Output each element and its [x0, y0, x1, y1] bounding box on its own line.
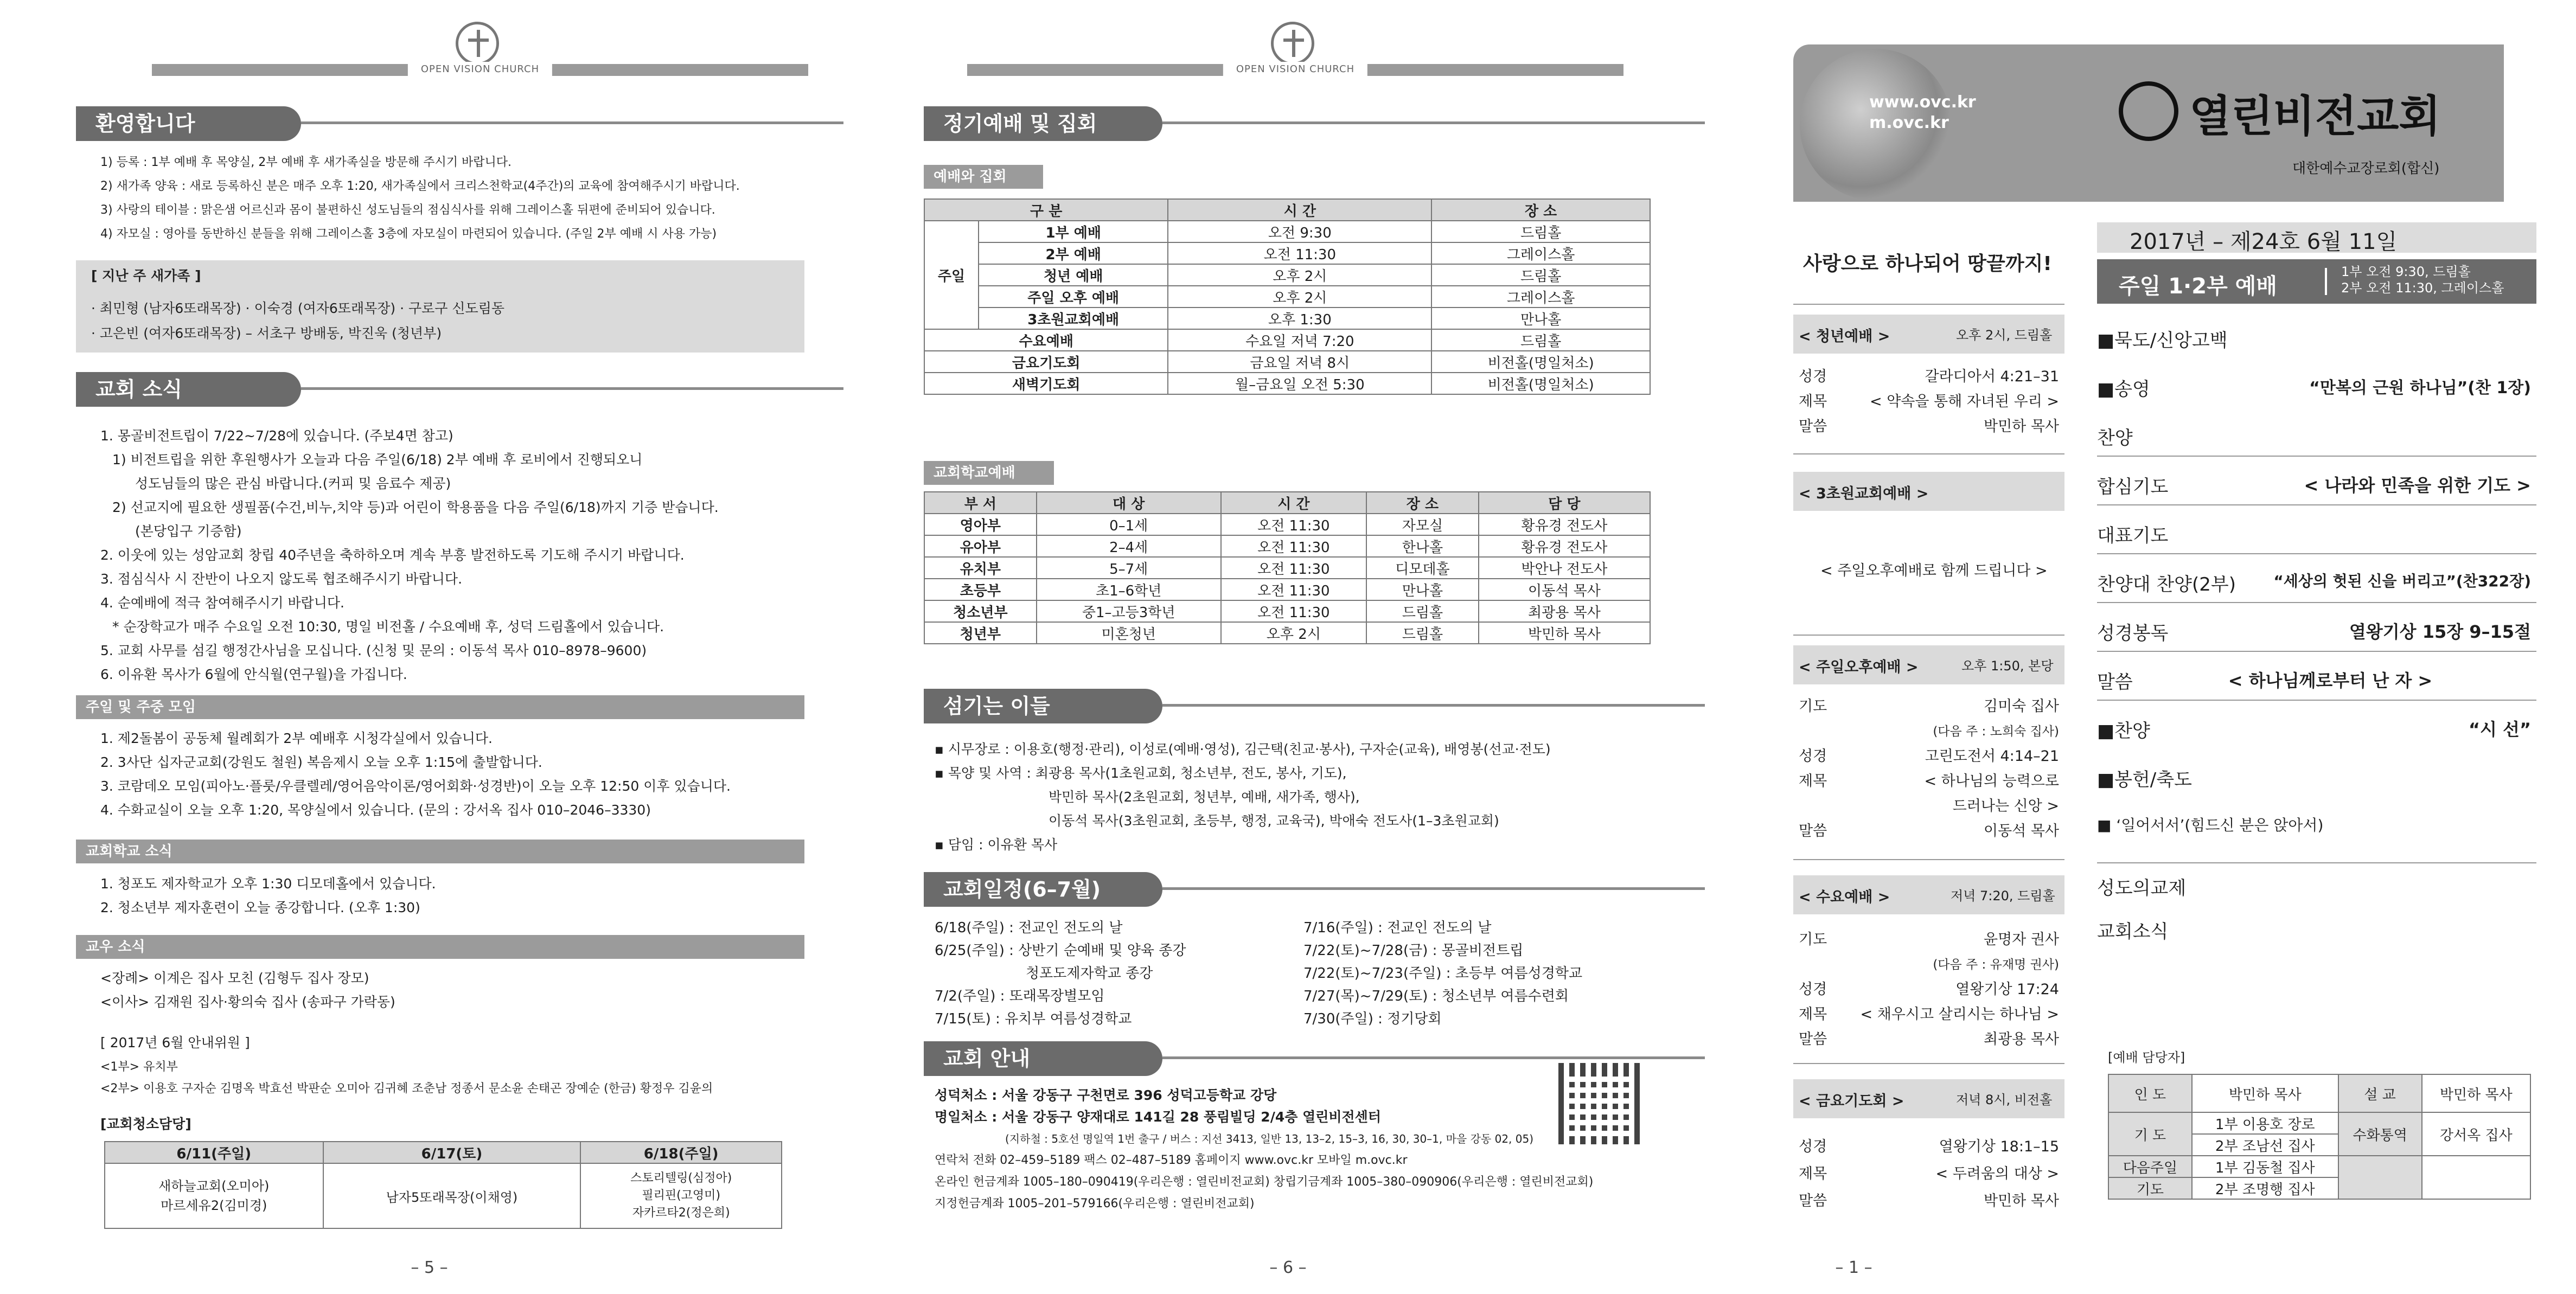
- duty-table: 인 도 박민하 목사 설 교 박민하 목사 기 도 1부 이용호 장로 수화통역 강서옥 집사 2부 조남선 집사 다음주일 1부 김동철 집사 기도 2부 조명행 집사: [2108, 1074, 2531, 1200]
- page-number: – 5 –: [411, 1258, 448, 1277]
- usher-list: <1부> 유치부 <2부> 이용호 구자순 김명옥 박효선 박판순 오미아 김귀혜 조춘남 정종서 문소윤 손태곤 장예순 (한금) 황정우 김윤의: [100, 1060, 713, 1096]
- page-number: – 1 –: [1835, 1258, 1872, 1277]
- service-times: 1부 오전 9:30, 드림홀 2부 오전 11:30, 그레이스홀: [2341, 264, 2504, 296]
- website-url[interactable]: www.ovc.kr m.ovc.kr: [1869, 93, 1976, 132]
- school-title: 교회학교 소식: [76, 840, 804, 863]
- schedule-right: 7/16(주일) : 전교인 전도의 날 7/22(토)~7/28(금) : 몽골비전트립 7/22(토)~7/23(주일) : 초등부 여름성경학교 7/27(목)~7/29(토) : 청소년부 여름수련회 7/30(주일) : 정기당회: [1303, 920, 1583, 1027]
- worship-table: 구 분 시 간 장 소 주일 1부 예배 오전 9:30 드림홀 2부 예배 오전 11:30 그레이스홀 청년 예배 오후 2시 드림홀 주일 오후 예배 오후 2시 그레이스홀 3초원교회예배 오후 1:30 만나홀 수요예배 수요일 저녁 7:20 드림홀 금요기도회 금요일 저녁 8시 비전홀(명일처소) 새벽기도회 월–금요일 오전 5:30 비전홀(명일처소): [924, 198, 1651, 395]
- schedule-title: 교회일정(6–7월): [924, 872, 1162, 907]
- motto: 사랑으로 하나되어 땅끝까지!: [1803, 253, 2052, 275]
- denomination: 대한예수교장로회(합신): [2292, 161, 2440, 177]
- header-tagline: OPEN VISION CHURCH: [408, 62, 552, 76]
- page-5: [0, 0, 859, 1294]
- church-school-title: 교회학교예배: [924, 461, 1054, 485]
- info-title: 교회 안내: [924, 1041, 1162, 1076]
- page-header: [152, 22, 808, 76]
- worship-title: 정기예배 및 집회: [924, 106, 1162, 141]
- church-cross-icon: [456, 22, 499, 65]
- page-number: – 6 –: [1269, 1258, 1307, 1277]
- third-note: < 주일오후예배로 함께 드립니다 >: [1820, 562, 2048, 579]
- schedule-left: 6/18(주일) : 전교인 전도의 날 6/25(주일) : 상반기 순예배 및 양육 종강 청포도제자학교 종강 7/2(주일) : 또래목장별모임 7/15(토) : 유치부 여름성경학교: [935, 920, 1186, 1027]
- clean-title: [교회청소담당]: [100, 1116, 191, 1132]
- news-title: 교회 소식: [76, 372, 301, 407]
- duty-title: [예배 담당자]: [2108, 1050, 2185, 1065]
- wed-details: 윤명자 권사 (다음 주 : 유재명 권사) 열왕기상 17:24 < 채우시고 살리시는 하나님 > 최광용 목사: [1860, 931, 2059, 1048]
- welcome-list: 1) 등록 : 1부 예배 후 목양실, 2부 예배 후 새가족실을 방문해 주시기 바랍니다. 2) 새가족 양육 : 새로 등록하신 분은 매주 오후 1:20, 새가족실에서 크리스천학교(4주간)의 교육에 참여해주시기 바랍니다. 3) 사랑의 테이블 : 맑은샘 어르신과 몸이 불편하신 성도님들의 점심식사를 위해 그레이스홀 뒤편에 준비되어 있습니다. 4) 자모실 : 영아를 동반하신 분들을 위해 그레이스홀 3층에 자모실이 마련되어 있습니다. (주일 2부 예배 시 사용 가능): [100, 156, 740, 241]
- serve-title: 섬기는 이들: [924, 689, 1162, 723]
- newfamily-title: [ 지난 주 새가족 ]: [91, 268, 201, 284]
- church-school-table: 부 서 대 상 시 간 장 소 담 당 영아부 0–1세 오전 11:30 자모실 황유경 전도사 유아부 2–4세 오전 11:30 한나홀 황유경 전도사 유치부 5–7세 오전 11:30 디모데홀 박안나 전도사 초등부 초1–6학년 오전 11:30 만나홀 이동석 목사 청소년부 중1–고등3학년 오전 11:30 드림홀 최광용 목사 청년부 미혼청년 오후 2시 드림홀 박민하 목사: [924, 491, 1651, 644]
- member-list: <장례> 이계은 집사 모친 (김형두 집사 장모) <이사> 김재원 집사·황의숙 집사 (송파구 가락동): [100, 970, 395, 1010]
- info-list: 성덕처소 : 서울 강동구 구천면로 396 성덕고등학교 강당 명일처소 : 서울 강동구 양재대로 141길 28 풍림빌딩 2/4층 열린비전센터 (지하철 : 5호선 명일역 1번 출구 / 버스 : 지선 3413, 일반 13, 13–2, 15–3, 16, 30, 30–1, 마을 강동 02, 05) 연락처 전화 02–459–5189 팩스 02–487–5189 홈페이지 www.ovc.kr 모바일 m.ovc.kr 온라인 헌금계좌 1005–180–090419(우리은행 : 열린비전교회) 창립기금계좌 1005–380–090906(우리은행 : 열린비전교회) 지정헌금계좌 1005–201–579166(우리은행 : 열린비전교회): [935, 1087, 1594, 1210]
- clean-table: 6/11(주일) 6/17(토) 6/18(주일) 새하늘교회(오미아) 마르세유2(김미경) 남자5또래목장(이채영) 스토리텔링(심정아) 필리핀(고영미) 자카르타2(정은희): [104, 1141, 782, 1229]
- page-header: [967, 22, 1623, 76]
- qr-code-icon[interactable]: [1558, 1063, 1640, 1144]
- fri-details: 열왕기상 18:1–15 < 두려움의 대상 > 박민하 목사: [1935, 1138, 2059, 1209]
- usher-title: [ 2017년 6월 안내위원 ]: [100, 1035, 250, 1050]
- serve-list: ▪ 시무장로 : 이용호(행정·관리), 이성로(예배·영성), 김근택(친교·봉사), 구자순(교육), 배영봉(선교·전도) ▪ 목양 및 사역 : 최광용 목사(1초원교회, 청소년부, 전도, 봉사, 기도), 박민하 목사(2초원교회, 청년부, 예배, 새가족, 행사), 이동석 목사(3초원교회, 초등부, 행정, 교육국), 박애숙 전도사(1–3초원교회) ▪ 담임 : 이유환 목사: [935, 741, 1551, 853]
- issue-number: 2017년 – 제24호 6월 11일: [2130, 229, 2398, 254]
- worship-group-title: 예배와 집회: [924, 165, 1043, 189]
- church-name: 열린비전교회: [2189, 91, 2441, 142]
- page-1: www.ovc.kr m.ovc.kr 열린비전교회 대한예수교장로회(합신) 사랑으로 하나되어 땅끝까지! 2017년 – 제24호 6월 11일 주일 1·2부 예배 1부 오전 9:30, 드림홀 2부 오전 11:30, 그레이스홀 < 청년예배 > 오후 2시, 드림홀 성경 제목 말씀 갈라디아서 4:21–31 < 약속을 통해 자녀된 우리 > 박민하 목사 < 3초원교회예배 > < 주일오후예배로 함께 드립니다 > < 주일오후예배 > 오후 1:50, 본당 기도 성경 제목 말씀 김미숙 집사 (다음 주 : 노희숙 집사) 고린도전서 4:14–21 < 하나님의 능력으로 드러나는 신앙 > 이동석 목사 < 수요예배 > 저녁 7:20, 드림홀 기도 성경 제목 말씀 윤명자 권사 (다음 주 : 유재명 권사) 열왕기상 17:24 < 채우시고 살리시는 하나님 > 최광용 목사 < 금요기도회 > 저녁 8시, 비전홀 성경 제목 말씀 열왕기상 18:1–15 < 두려움의 대상 > 박민하 목사 ■묵도/신앙고백 ■송영 “만복의 근원 하나님”(찬 1장) 찬양 합심기도 < 나라와 민족을 위한 기도 > 대표기도 찬양대 찬양(2부) “세상의 헛된 신을 버리고”(찬322장) 성경봉독 열왕기상 15장 9–15절 말씀 < 하나님께로부터 난 자 > ■찬양 “시 선” ■봉헌/축도 ■ ‘일어서서’(힘드신 분은 앉아서) 성도의교제 교회소식 [예배 담당자] 인 도 박민하 목사 설 교 박민하 목사 기 도 1부 이용호 장로 수화통역 강서옥 집사 2부 조남선 집사 다음주일 1부 김동철 집사 기도 2부 조명행 집사 – 1 –: [1717, 0, 2576, 1294]
- weekly-title: 주일 및 주중 모임: [76, 695, 804, 719]
- news-list: 1. 몽골비전트립이 7/22~7/28에 있습니다. (주보4면 참고) 1) 비전트립을 위한 후원행사가 오늘과 다음 주일(6/18) 2부 예배 후 로비에서 진행되오니 성도님들의 많은 관심 바랍니다.(커피 및 음료수 제공) 2) 선교지에 필요한 생필품(수건,비누,치약 등)과 어린이 학용품을 다음 주일(6/18)까지 기증 받습니다. (본당입구 기증함) 2. 이웃에 있는 성암교회 창립 40주년을 축하하오며 계속 부흥 발전하도록 기도해 주시기 바랍니다. 3. 점심식사 시 잔반이 나오지 않도록 협조해주시기 바랍니다. 4. 순예배에 적극 참여해주시기 바랍니다. * 순장학교가 매주 수요일 오전 10:30, 명일 비전홀 / 수요예배 후, 성덕 드림홀에서 있습니다. 5. 교회 사무를 섬길 행정간사님을 모십니다. (신청 및 문의 : 이동석 목사 010–8978–9600) 6. 이유환 목사가 6월에 안식월(연구월)을 가집니다.: [100, 428, 719, 682]
- church-cross-icon: [1271, 22, 1314, 65]
- youth-details: 성경 제목 말씀: [1799, 368, 1827, 435]
- newfamily-list: · 최민형 (남자6또래목장) · 이숙경 (여자6또래목장) · 구로구 신도림동 · 고은빈 (여자6또래목장) – 서초구 방배동, 박진욱 (청년부): [91, 300, 504, 341]
- page-6: [859, 0, 1717, 1294]
- church-logo-icon: [2119, 81, 2178, 141]
- afternoon-details: 김미숙 집사 (다음 주 : 노희숙 집사) 고린도전서 4:14–21 < 하나님의 능력으로 드러나는 신앙 > 이동석 목사: [1924, 698, 2059, 840]
- welcome-title: 환영합니다: [76, 106, 301, 141]
- member-title: 교우 소식: [76, 935, 804, 959]
- weekly-list: 1. 제2돌봄이 공동체 월례회가 2부 예배후 시청각실에서 있습니다. 2. 3사단 십자군교회(강원도 철원) 복음제시 오늘 오후 1:15에 출발합니다. 3. 코람데오 모임(피아노·플룻/우클렐레/영어음악이론/영어회화·성경반)이 오늘 오후 12:50 이후 있습니다. 4. 수화교실이 오늘 오후 1:20, 목양실에서 있습니다. (문의 : 강서옥 집사 010–2046–3330): [100, 731, 731, 818]
- header-tagline: OPEN VISION CHURCH: [1223, 62, 1367, 76]
- school-list: 1. 청포도 제자학교가 오후 1:30 디모데홀에서 있습니다. 2. 청소년부 제자훈련이 오늘 종강합니다. (오후 1:30): [100, 876, 436, 915]
- service-title: 주일 1·2부 예배: [2119, 274, 2277, 299]
